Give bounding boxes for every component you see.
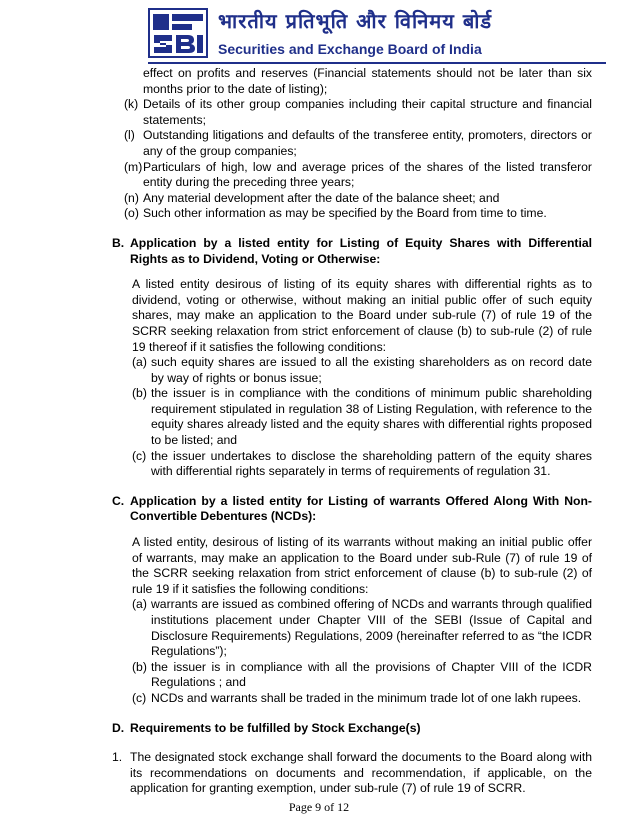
list-item: (c) the issuer undertakes to disclose the shareholding pattern of the equity shares with differential rights separately in terms of requirements of regulation 31. <box>132 448 592 479</box>
english-title: Securities and Exchange Board of India <box>218 41 482 57</box>
section-c-heading: C. Application by a listed entity for Listing of warrants Offered Along With Non-Convertible Debentures (NCDs): <box>112 493 592 524</box>
list-top <box>124 97 592 222</box>
section-b-heading: B. Application by a listed entity for Listing of Equity Shares with Differential Rights as to Dividend, Voting or Otherwise: <box>112 235 592 266</box>
page-number: Page 9 of 12 <box>288 800 350 814</box>
section-b-intro: A listed entity desirous of listing of its equity shares with differential rights as to dividend, voting or otherwise, without making an initial public offer of such equity shares, may make an application to the Board under sub-rule (7) of rule 19 of the SCRR seeking relaxation from strict enforcement of clause (b) to sub-rule (2) of rule 19 thereof if it satisfies the following conditions: <box>132 277 592 354</box>
letterhead <box>148 6 608 64</box>
hindi-title: भारतीय प्रतिभूति और विनिमय बोर्ड <box>218 9 493 33</box>
list-item: (a) warrants are issued as combined offering of NCDs and warrants through qualified institutions placement under Chapter VIII of the SEBI (Issue of Capital and Disclosure Requirements) Regulations, 2009 (hereinafter referred to as “the ICDR Regulations”); <box>132 597 592 659</box>
list-item: (o) Such other information as may be specified by the Board from time to time. <box>124 206 547 221</box>
list-item: (k) Details of its other group companies including their capital structure and financial statements; <box>124 97 592 127</box>
list-item: (b) the issuer is in compliance with the conditions of minimum public shareholding requirement stipulated in regulation 38 of Listing Regulation, with reference to the equity shares already listed and the equity shares with differential rights proposed to be listed; and <box>132 386 592 448</box>
header-divider <box>148 62 606 64</box>
list-item: (m) Particulars of high, low and average prices of the shares of the listed transferor entity during the preceding three years; <box>124 159 592 190</box>
sebi-logo-icon <box>148 8 208 58</box>
document-body <box>112 66 592 797</box>
section-d-heading: D. Requirements to be fulfilled by Stock Exchange(s) <box>112 720 421 735</box>
list-continuation: effect on profits and reserves (Financial statements should not be later than six months prior to the date of listing); <box>143 66 592 96</box>
list-item: (n) Any material development after the date of the balance sheet; and <box>124 190 500 205</box>
list-item: (a) such equity shares are issued to all the existing shareholders as on record date by way of rights or bonus issue; <box>132 355 592 385</box>
list-item: (l) Outstanding litigations and defaults of the transferee entity, promoters, directors or any of the group companies; <box>124 128 592 158</box>
section-b-body <box>132 277 592 480</box>
list-item: 1. The designated stock exchange shall forward the documents to the Board along with its recommendations on documents and recommendation, if applicable, on the application for granting exemption, under sub-rule (7) of rule 19 of SCRR. <box>112 750 592 796</box>
list-item: (b) the issuer is in compliance with all the provisions of Chapter VIII of the ICDR Regulations ; and <box>132 659 592 690</box>
section-c-intro: A listed entity, desirous of listing of its warrants without making an initial public offer of warrants, may make an application to the Board under sub-Rule (7) of rule 19 of the SCRR seeking relaxation from strict enforcement of clause (b) to sub-rule (2) of rule 19 if it satisfies the following conditions: <box>132 535 592 596</box>
section-c-body <box>132 535 592 707</box>
list-item: (c) NCDs and warrants shall be traded in the minimum trade lot of one lakh rupees. <box>132 690 582 705</box>
